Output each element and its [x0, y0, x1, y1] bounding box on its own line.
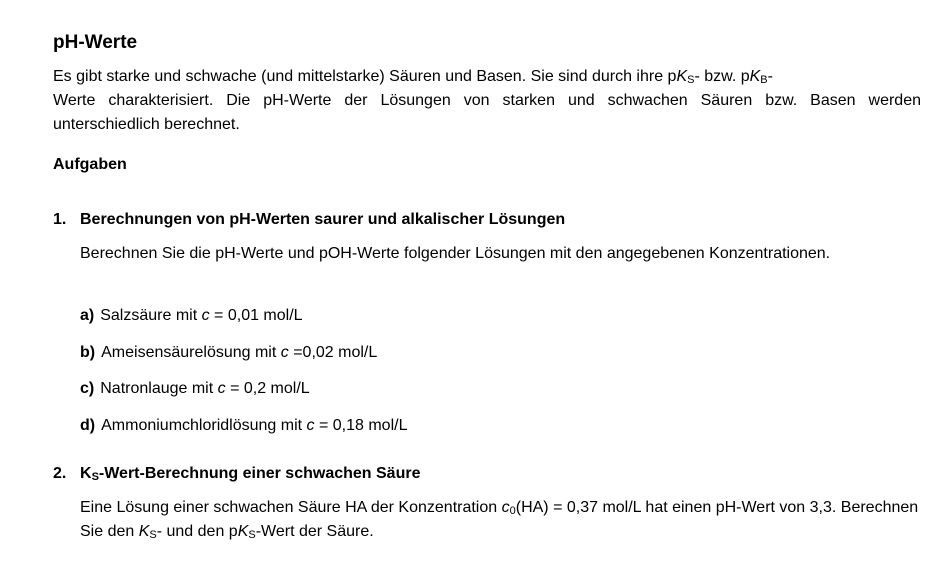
- section-title: pH-Werte: [53, 32, 138, 53]
- task-1-text: Berechnen Sie die pH-Werte und pOH-Werte folgender Lösungen mit den angegebenen Konzentrationen.: [80, 245, 831, 262]
- task-2-k-symbol: K: [80, 465, 92, 482]
- task-2-text-1: Eine Lösung einer schwachen Säure HA der Konzentration: [80, 499, 502, 516]
- pks-subscript: S: [248, 529, 256, 541]
- task-1-title: Berechnungen von pH-Werten saurer und alkalischer Lösungen: [80, 211, 566, 228]
- item-text: Ameisensäurelösung mit: [101, 344, 281, 361]
- item-label: b): [80, 344, 96, 361]
- task-1-number: 1.: [53, 211, 67, 228]
- ks-symbol: K: [676, 68, 688, 85]
- task-1-item-a: [80, 304, 303, 328]
- item-variable: c: [306, 417, 315, 434]
- task-1-item-c: [80, 377, 310, 401]
- pks-symbol: K: [237, 523, 249, 540]
- c0-subscript: 0: [509, 505, 516, 517]
- task-2-text: [80, 496, 920, 544]
- intro-paragraph: [53, 65, 921, 137]
- item-label: a): [80, 307, 95, 324]
- item-variable: c: [201, 307, 210, 324]
- task-1-heading: [53, 208, 565, 232]
- item-value: = 0,01 mol/L: [209, 307, 303, 324]
- kb-subscript: B: [760, 74, 768, 86]
- task-1-item-b: [80, 341, 377, 365]
- ks-symbol: K: [138, 523, 150, 540]
- item-text: Natronlauge mit: [100, 380, 218, 397]
- intro-text-3: - Werte charakterisiert. Die pH-Werte der Lösungen von starken und schwachen Säuren bzw. Basen werden unterschiedlich berechnet.: [53, 68, 921, 133]
- task-2-text-3: - und den p: [156, 523, 238, 540]
- task-2-title: -Wert-Berechnung einer schwachen Säure: [98, 465, 421, 482]
- item-variable: c: [217, 380, 226, 397]
- item-value: = 0,2 mol/L: [225, 380, 310, 397]
- task-2-heading: [53, 462, 420, 486]
- task-2-text-4: -Wert der Säure.: [255, 523, 374, 540]
- intro-text-2: - bzw. p: [694, 68, 750, 85]
- c0-variable: c: [501, 499, 510, 516]
- kb-symbol: K: [749, 68, 761, 85]
- item-label: c): [80, 380, 95, 397]
- item-label: d): [80, 417, 96, 434]
- task-2-number: 2.: [53, 465, 67, 482]
- aufgaben-heading: Aufgaben: [53, 156, 127, 173]
- item-value: =0,02 mol/L: [288, 344, 378, 361]
- task-2-text-2: (HA) = 0,37 mol/L hat einen pH-Wert von 3,3. Berechnen Sie den: [80, 499, 919, 540]
- item-variable: c: [280, 344, 289, 361]
- ks-subscript: S: [687, 74, 695, 86]
- task-2-k-subscript: S: [91, 471, 99, 483]
- item-value: = 0,18 mol/L: [314, 417, 408, 434]
- item-text: Salzsäure mit: [100, 307, 202, 324]
- ks-subscript: S: [149, 529, 157, 541]
- item-text: Ammoniumchloridlösung mit: [101, 417, 307, 434]
- intro-text-1: Es gibt starke und schwache (und mittelstarke) Säuren und Basen. Sie sind durch ihre p: [53, 68, 677, 85]
- task-1-item-d: [80, 414, 407, 438]
